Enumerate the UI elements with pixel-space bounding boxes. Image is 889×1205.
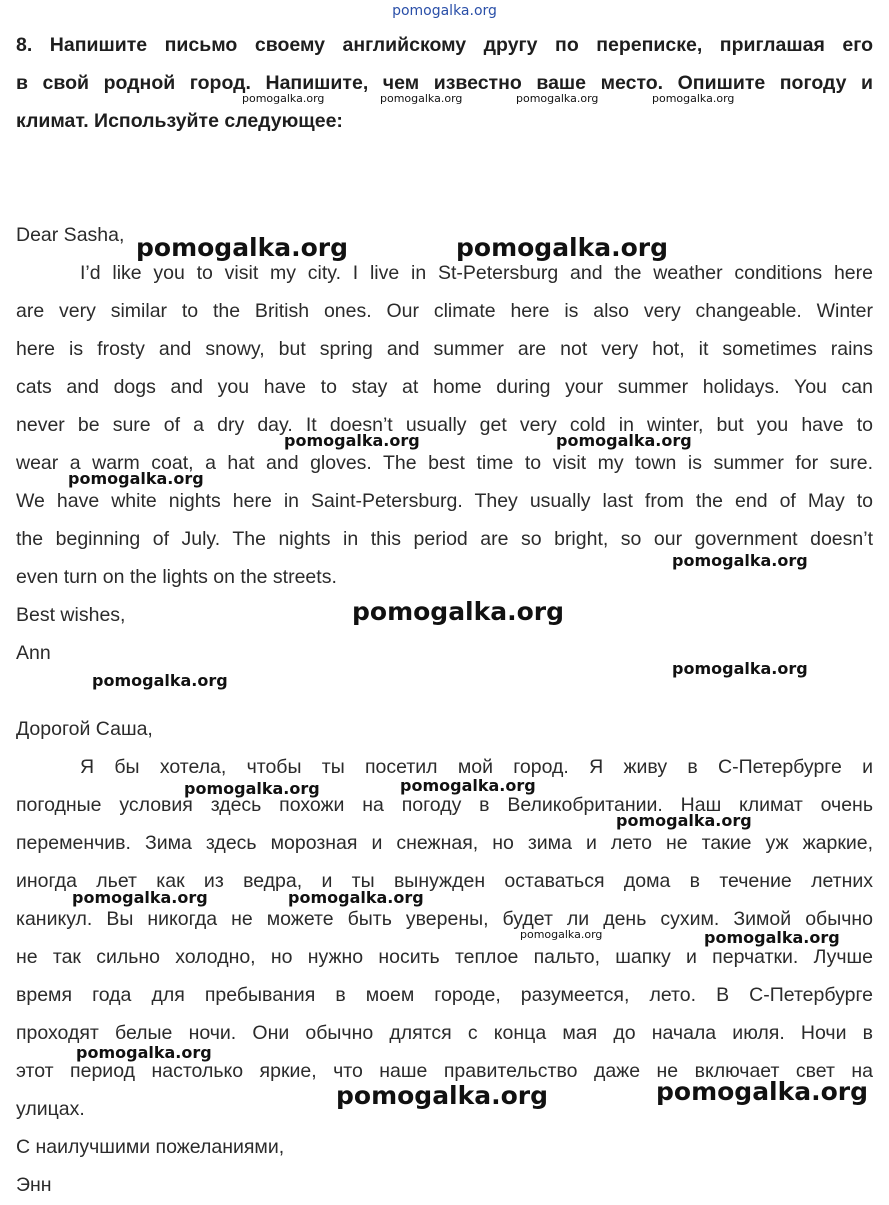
russian-body-line: погодные условия здесь похожи на погоду в Великобритании. Наш климат очень (16, 794, 873, 816)
watermark: pomogalka.org (380, 92, 463, 105)
english-body-line: never be sure of a dry day. It doesn’t usually get very cold in winter, but you have to (16, 414, 873, 436)
english-closing: Best wishes, (16, 604, 126, 626)
watermark: pomogalka.org (556, 431, 692, 450)
watermark: pomogalka.org (652, 92, 735, 105)
russian-body-line: каникул. Вы никогда не можете быть уверены, будет ли день сухим. Зимой обычно (16, 908, 873, 930)
watermark: pomogalka.org (92, 671, 228, 690)
english-body-line: the beginning of July. The nights in this period are so bright, so our government doesn’t (16, 528, 873, 550)
watermark: pomogalka.org (672, 659, 808, 678)
english-body-line: I’d like you to visit my city. I live in St-Petersburg and the weather conditions here (80, 262, 873, 284)
watermark: pomogalka.org (68, 469, 204, 488)
watermark: pomogalka.org (516, 92, 599, 105)
watermark: pomogalka.org (520, 928, 603, 941)
task-line-3: климат. Используйте следующее: (16, 110, 343, 132)
watermark: pomogalka.org (672, 551, 808, 570)
watermark: pomogalka.org (184, 779, 320, 798)
watermark: pomogalka.org (656, 1077, 869, 1106)
watermark: pomogalka.org (456, 233, 669, 262)
site-header-watermark: pomogalka.org (392, 3, 497, 19)
watermark: pomogalka.org (352, 597, 565, 626)
english-body-line: We have white nights here in Saint-Petersburg. They usually last from the end of May to (16, 490, 873, 512)
watermark: pomogalka.org (76, 1043, 212, 1062)
russian-body-line: иногда льет как из ведра, и ты вынужден оставаться дома в течение летних (16, 870, 873, 892)
russian-body-line: этот период настолько яркие, что наше правительство даже не включает свет на (16, 1060, 873, 1082)
russian-body-line: Я бы хотела, чтобы ты посетил мой город. Я живу в С-Петербурге и (80, 756, 873, 778)
english-body-line: even turn on the lights on the streets. (16, 566, 337, 588)
russian-closing: С наилучшими пожеланиями, (16, 1136, 285, 1158)
english-greeting: Dear Sasha, (16, 224, 125, 246)
russian-body-line: переменчив. Зима здесь морозная и снежная, но зима и лето не такие уж жаркие, (16, 832, 873, 854)
watermark: pomogalka.org (288, 888, 424, 907)
task-line-1: 8. Напишите письмо своему английскому другу по переписке, приглашая его (16, 34, 873, 56)
watermark: pomogalka.org (704, 928, 840, 947)
russian-body-line: улицах. (16, 1098, 85, 1120)
watermark: pomogalka.org (242, 92, 325, 105)
russian-greeting: Дорогой Саша, (16, 718, 153, 740)
russian-body-line: проходят белые ночи. Они обычно длятся с конца мая до начала июля. Ночи в (16, 1022, 873, 1044)
english-signature: Ann (16, 642, 51, 664)
english-body-line: here is frosty and snowy, but spring and summer are not very hot, it sometimes rains (16, 338, 873, 360)
watermark: pomogalka.org (284, 431, 420, 450)
watermark: pomogalka.org (136, 233, 349, 262)
watermark: pomogalka.org (336, 1081, 549, 1110)
russian-body-line: не так сильно холодно, но нужно носить теплое пальто, шапку и перчатки. Лучше (16, 946, 873, 968)
task-line-2: в свой родной город. Напишите, чем известно ваше место. Опишите погоду и (16, 72, 873, 94)
english-body-line: wear a warm coat, a hat and gloves. The best time to visit my town is summer for sure. (16, 452, 873, 474)
russian-body-line: время года для пребывания в моем городе, разумеется, лето. В С-Петербурге (16, 984, 873, 1006)
watermark: pomogalka.org (616, 811, 752, 830)
watermark: pomogalka.org (400, 776, 536, 795)
english-body-line: cats and dogs and you have to stay at home during your summer holidays. You can (16, 376, 873, 398)
russian-signature: Энн (16, 1174, 52, 1196)
watermark: pomogalka.org (72, 888, 208, 907)
english-body-line: are very similar to the British ones. Our climate here is also very changeable. Winter (16, 300, 873, 322)
